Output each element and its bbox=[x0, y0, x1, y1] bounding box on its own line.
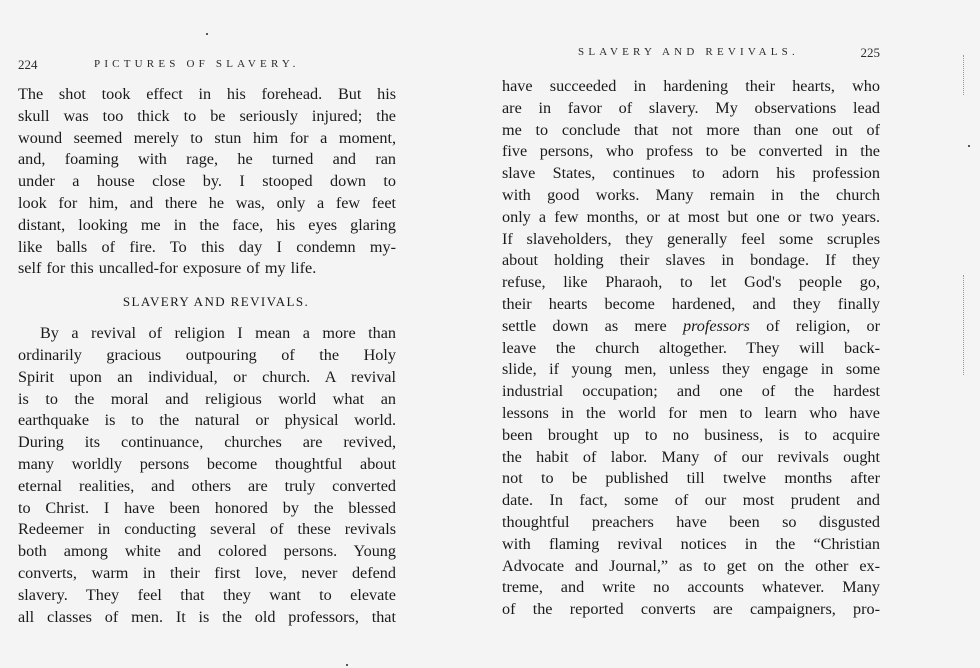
text-line: If slaveholders, they generally feel some scruples bbox=[502, 229, 880, 248]
text-line: the habit of labor. Many of our revivals ought bbox=[502, 447, 880, 466]
scan-speck bbox=[968, 145, 970, 147]
scan-artifact bbox=[963, 275, 968, 375]
text-line: date. In fact, some of our most prudent and bbox=[502, 491, 880, 510]
text-line: about holding their slaves in bondage. If they bbox=[502, 251, 880, 270]
left-page-body bbox=[18, 84, 396, 628]
scan-artifact bbox=[963, 55, 968, 95]
text-line: have succeeded in hardening their hearts, who bbox=[502, 77, 880, 95]
text-line: earthquake is to the natural or physical world. bbox=[18, 411, 396, 430]
text-line: been brought up to no business, is to acquire bbox=[502, 425, 880, 444]
text-line: self for this uncalled-for exposure of my life. bbox=[18, 259, 317, 278]
text-line: The shot took effect in his forehead. But his bbox=[18, 85, 396, 103]
text-line: Spirit upon an individual, or church. A revival bbox=[18, 367, 396, 386]
text-line: thoughtful preachers have been so disgusted bbox=[502, 512, 880, 531]
text-line: many worldly persons become thoughtful about bbox=[18, 454, 396, 473]
text-line: with good works. Many remain in the church bbox=[502, 185, 880, 204]
text-line: me to conclude that not more than one out of bbox=[502, 120, 880, 139]
text-line: is to the moral and religious world what an bbox=[18, 389, 396, 408]
text-line: slide, if young men, unless they engage in some bbox=[502, 360, 880, 379]
section-heading: SLAVERY AND REVIVALS. bbox=[122, 294, 310, 310]
scan-speck bbox=[346, 664, 348, 666]
text-line: with flaming revival notices in the “Christian bbox=[502, 534, 880, 553]
text-line: both among white and colored persons. Young bbox=[18, 542, 396, 561]
text-line: five persons, who profess to be converted in the bbox=[502, 142, 880, 161]
text-line: By a revival of religion I mean a more than bbox=[40, 324, 396, 343]
right-page-number: 225 bbox=[860, 45, 880, 60]
text-segment: of religion, or bbox=[749, 316, 881, 335]
text-line: distant, looking me in the face, his eyes glaring bbox=[18, 215, 396, 234]
text-line: only a few months, or at most but one or two years. bbox=[502, 207, 880, 226]
text-line: like balls of fire. To this day I condemn my- bbox=[18, 237, 396, 256]
text-line: slave States, continues to adorn his profession bbox=[502, 164, 880, 183]
text-line: wound seemed merely to stun him for a moment, bbox=[18, 128, 396, 147]
text-line: Redeemer in conducting several of these revivals bbox=[18, 520, 396, 539]
text-line: leave the church altogether. They will back- bbox=[502, 338, 880, 357]
text-line: slavery. They feel that they want to elevate bbox=[18, 585, 396, 604]
text-line: look for him, and there he was, only a few feet bbox=[18, 193, 396, 212]
text-line: converts, warm in their first love, never defend bbox=[18, 563, 396, 582]
text-line: are in favor of slavery. My observations lead bbox=[502, 98, 880, 117]
text-line: lessons in the world for men to learn who have bbox=[502, 403, 880, 422]
text-line-with-italic bbox=[502, 316, 880, 338]
text-line: under a house close by. I stooped down to bbox=[18, 172, 396, 191]
text-line: industrial occupation; and one of the hardest bbox=[502, 382, 880, 401]
left-page-number: 224 bbox=[18, 57, 38, 72]
text-line: ordinarily gracious outpouring of the Holy bbox=[18, 345, 396, 364]
text-line: Advocate and Journal,” as to get on the other ex- bbox=[502, 556, 880, 575]
text-line: During its continuance, churches are revived, bbox=[18, 433, 396, 452]
right-running-title: SLAVERY AND REVIVALS. bbox=[578, 46, 799, 58]
text-line: all classes of men. It is the old professors, that bbox=[18, 607, 396, 626]
right-page-body bbox=[502, 76, 880, 621]
italic-word: professors bbox=[683, 316, 750, 335]
text-line: treme, and write no accounts whatever. Many bbox=[502, 578, 880, 597]
text-segment: settle down as mere bbox=[502, 316, 683, 335]
scan-speck bbox=[206, 33, 208, 35]
text-line: and, foaming with rage, he turned and ran bbox=[18, 150, 396, 169]
text-line: refuse, like Pharaoh, to let God's people go, bbox=[502, 273, 880, 292]
text-line: skull was too thick to be seriously injured; the bbox=[18, 106, 396, 125]
text-line: of the reported converts are campaigners, pro- bbox=[502, 600, 880, 619]
text-line: their hearts become hardened, and they finally bbox=[502, 294, 880, 313]
text-line: not to be published till twelve months after bbox=[502, 469, 880, 488]
text-line: eternal realities, and others are truly converted bbox=[18, 476, 396, 495]
text-line: to Christ. I have been honored by the blessed bbox=[18, 498, 396, 517]
left-running-title: PICTURES OF SLAVERY. bbox=[94, 58, 300, 70]
